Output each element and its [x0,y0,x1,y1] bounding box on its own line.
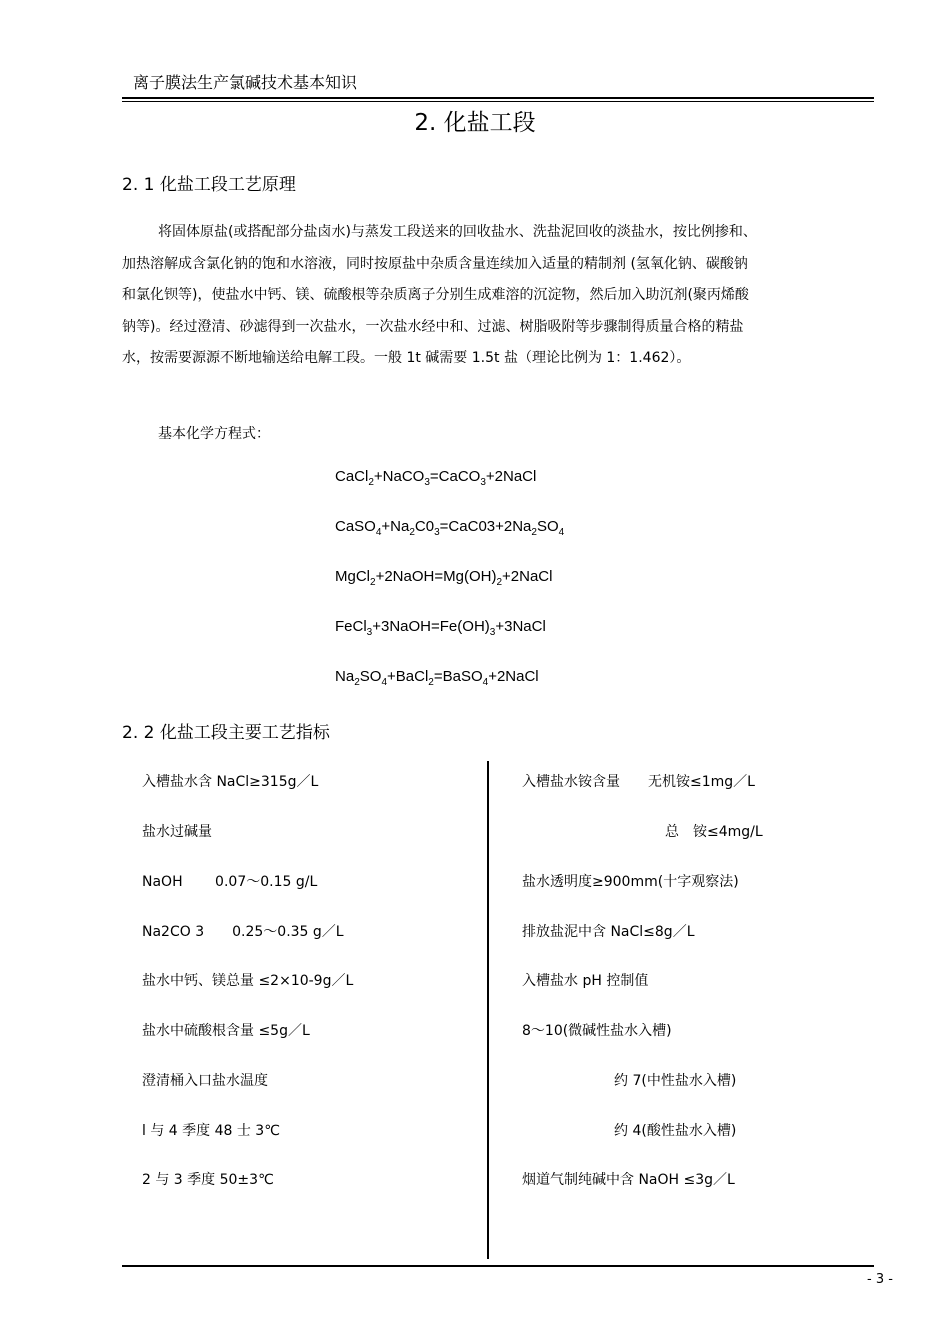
paragraph-line: 将固体原盐(或搭配部分盐卤水)与蒸发工段送来的回收盐水、洗盐泥回收的淡盐水，按比例掺和、 [158,224,757,240]
chemical-equation: CaCl$_2$+NaCO$_3$=CaCO$_3$+2NaCl [335,468,537,488]
right-indicator-item: 总 铵≤4mg/L [665,824,763,840]
header-rule-thin [122,101,874,102]
equations-label: 基本化学方程式： [158,426,270,442]
running-header-title: 离子膜法生产氯碱技术基本知识 [133,73,358,92]
left-indicator-item: Na2CO 3 0.25～0.35 g／L [142,924,344,940]
right-indicator-item: 入槽盐水铵含量 无机铵≤1mg／L [522,774,755,790]
paragraph-line: 水，按需要源源不断地输送给电解工段。一般 1t 碱需要 1.5t 盐（理论比例为 1：1.462）。 [122,350,691,366]
left-indicator-item: 澄清桶入口盐水温度 [142,1073,268,1089]
section-heading-2-2: 2. 2 化盐工段主要工艺指标 [122,723,330,743]
left-indicator-item: 盐水中钙、镁总量 ≤2×10-9g／L [142,973,354,989]
header-rule-thick [122,97,874,99]
left-indicator-item: NaOH 0.07～0.15 g/L [142,874,318,890]
chemical-equation: $CaSO_4+Na_2C0_3=CaC03+2Na_2SO_4$ [335,518,565,538]
chemical-equation: $FeCl_3+3NaOH=Fe(OH)_3+3NaCl$ [335,618,546,638]
right-indicator-item: 入槽盐水 pH 控制值 [522,973,649,989]
left-indicator-item: 2 与 3 季度 50±3℃ [142,1172,274,1188]
chemical-equation: $MgCl_2+2NaOH=Mg(OH)_2+2NaCl$ [335,568,553,588]
chapter-title: 2. 化盐工段 [414,110,536,136]
column-divider [487,761,489,1259]
paragraph-line: 钠等)。经过澄清、砂滤得到一次盐水，一次盐水经中和、过滤、树脂吸附等步骤制得质量合格的精盐 [122,318,744,335]
right-indicator-item: 烟道气制纯碱中含 NaOH ≤3g／L [522,1172,735,1188]
left-indicator-item: 盐水中硫酸根含量 ≤5g／L [142,1023,310,1039]
footer-rule [122,1265,874,1267]
section-heading-2-1: 2. 1 化盐工段工艺原理 [122,175,296,195]
chemical-equation: $Na_2SO_4+BaCl_2=BaSO_4+2NaCl$ [335,668,539,688]
principle-paragraph [122,217,872,375]
right-indicator-item: 排放盐泥中含 NaCl≤8g／L [522,924,695,940]
right-indicator-item: 8～10(微碱性盐水入槽) [522,1023,672,1039]
left-indicator-item: 入槽盐水含 NaCl≥315g／L [142,774,319,790]
right-indicator-item: 约 7(中性盐水入槽) [614,1073,737,1089]
left-indicator-item: 盐水过碱量 [142,824,212,840]
page-number: - 3 - [867,1272,893,1287]
left-indicator-item: l 与 4 季度 48 士 3℃ [142,1123,280,1139]
right-indicator-item: 盐水透明度≥900mm(十字观察法) [522,874,739,890]
right-indicator-item: 约 4(酸性盐水入槽) [614,1123,737,1139]
paragraph-line: 加热溶解成含氯化钠的饱和水溶液，同时按原盐中杂质含量连续加入适量的精制剂 (氢氧化钠、碳酸钠 [122,255,748,272]
paragraph-line: 和氯化钡等)，使盐水中钙、镁、硫酸根等杂质离子分别生成难溶的沉淀物，然后加入助沉剂(聚丙烯酸 [122,287,749,303]
